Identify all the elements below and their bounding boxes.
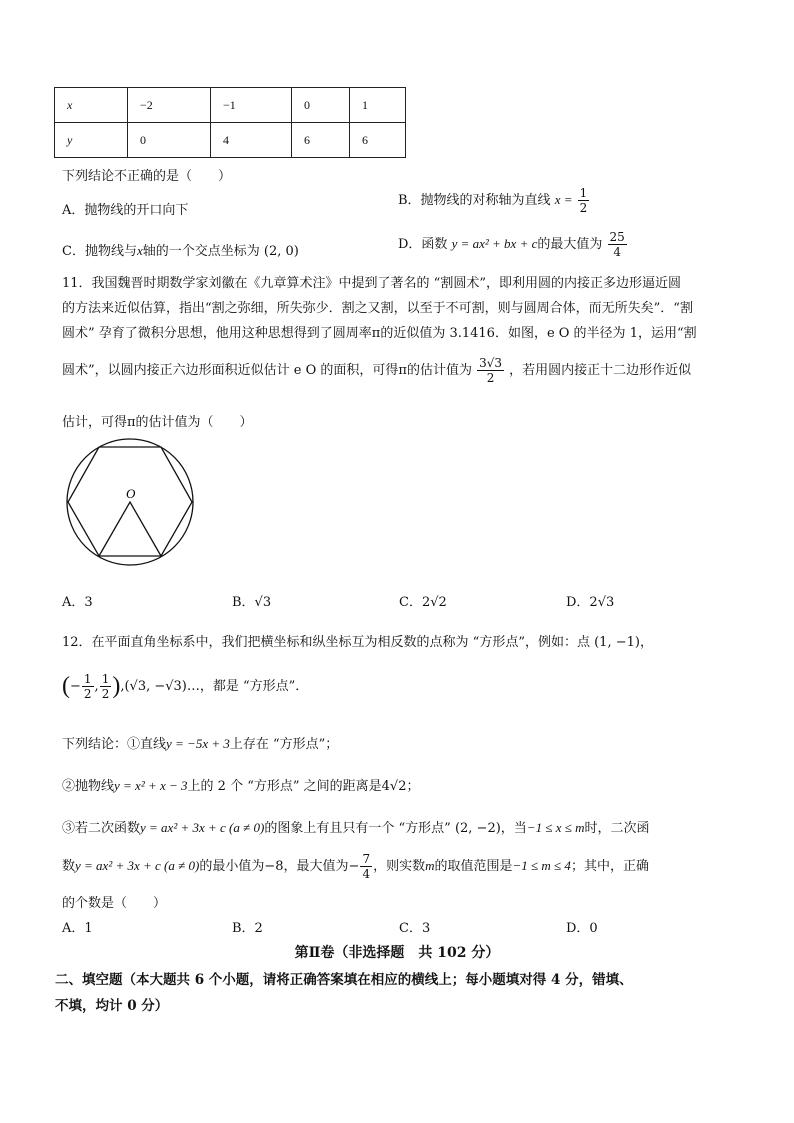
q12-line2: (− $\frac{1}{2}$ , $\frac{1}{2}$ ),(√3, −√3)…，都是 “方形点”． bbox=[62, 672, 309, 701]
q10-option-c-point: (2, 0) bbox=[263, 244, 299, 259]
triangle-radii bbox=[99, 502, 161, 556]
q12-line2-rest: ,(√3, −√3)…，都是 “方形点”． bbox=[120, 679, 309, 694]
s4-text-end: ；其中，正确 bbox=[570, 859, 649, 874]
q12-statement-3 bbox=[62, 817, 650, 836]
s3-range: −1 ≤ x ≤ m bbox=[526, 820, 585, 835]
q10-option-c bbox=[62, 240, 299, 259]
denominator: 2 bbox=[579, 201, 588, 215]
q11-line5: 估计，可得π的估计值为（ ） bbox=[62, 415, 253, 430]
q12-line1 bbox=[62, 631, 653, 650]
q12-line2-minus: − bbox=[70, 679, 81, 694]
q12-statement-2 bbox=[62, 775, 419, 794]
numerator: 25 bbox=[609, 230, 625, 244]
s4-expr: y = ax² + 3x + c (a ≠ 0) bbox=[75, 858, 200, 873]
q12-option-a: A．1 bbox=[62, 921, 93, 936]
q12-option-b: B．2 bbox=[232, 921, 263, 936]
q11-line2: 的方法来近似估算，指出“割之弥细，所失弥少．割之又割，以至于不可割，则与圆周合体，而无所失矣”．“割 bbox=[62, 301, 693, 316]
s3-text-mid: 的图象上有且只有一个 “方形点” bbox=[264, 821, 451, 836]
fraction bbox=[82, 672, 94, 701]
table-row bbox=[55, 88, 406, 123]
s2-expr: y = x² + x − 3 bbox=[114, 778, 188, 793]
s3-point: (2, −2) bbox=[454, 821, 501, 836]
q11-option-c: C．2√2 bbox=[399, 595, 447, 610]
q12-option-d: D．0 bbox=[566, 921, 598, 936]
denominator: 2 bbox=[486, 371, 495, 385]
table-cell: 6 bbox=[292, 123, 350, 158]
paren-close: ) bbox=[112, 673, 121, 699]
denominator: 2 bbox=[83, 687, 92, 701]
q10-option-b bbox=[398, 186, 590, 215]
numerator: 1 bbox=[83, 672, 92, 686]
q12-line1-end: ， bbox=[639, 635, 653, 650]
q11-line4-text: 圆术”，以圆内接正六边形面积近似估计 e O 的面积，可得π的估计值为 bbox=[62, 363, 472, 378]
q10-option-d-mid: 的最大值为 bbox=[537, 237, 603, 252]
q11-line4 bbox=[62, 356, 691, 385]
s1-text: 下列结论：①直线 bbox=[62, 737, 167, 752]
circle-hexagon-figure bbox=[62, 435, 202, 575]
table-cell: 1 bbox=[350, 88, 406, 123]
q12-count-line: 的个数是（ ） bbox=[62, 896, 167, 911]
q10-option-c-text: C．抛物线与 bbox=[62, 244, 137, 259]
table-cell: y bbox=[55, 123, 128, 158]
denominator: 4 bbox=[362, 867, 371, 881]
q12-line1-text: 12．在平面直角坐标系中，我们把横坐标和纵坐标互为相反数的点称为 “方形点”，例如：点 bbox=[62, 635, 590, 650]
q12-line1-point: (1, −1) bbox=[594, 635, 640, 650]
section-instructions-line2: 不填，均计 0 分） bbox=[55, 998, 169, 1014]
q12-option-c: C．3 bbox=[399, 921, 431, 936]
fraction bbox=[608, 230, 627, 259]
q11-option-b: B．√3 bbox=[232, 595, 272, 610]
fraction bbox=[360, 852, 372, 881]
table-cell: x bbox=[55, 88, 128, 123]
s4-var: m bbox=[425, 858, 435, 873]
q10-prompt: 下列结论不正确的是（ ） bbox=[62, 169, 232, 184]
table-row bbox=[55, 123, 406, 158]
fraction bbox=[477, 356, 504, 385]
q10-option-c-mid: 轴的一个交点坐标为 bbox=[142, 244, 260, 259]
s1-expr: y = −5x + 3 bbox=[166, 736, 230, 751]
section-title: 第Ⅱ卷（非选择题 共 102 分） bbox=[294, 945, 500, 961]
q11-option-a: A．3 bbox=[62, 595, 93, 610]
section-instructions-line1: 二、填空题（本大题共 6 个小题，请将正确答案填在相应的横线上；每小题填对得 4 分，错填、 bbox=[55, 972, 633, 988]
denominator: 2 bbox=[101, 687, 110, 701]
q12-statement-3-cont bbox=[62, 852, 649, 881]
table-cell: 6 bbox=[350, 123, 406, 158]
q11-line1: 11．我国魏晋时期数学家刘徽在《九章算术注》中提到了著名的 “割圆术”，即利用圆的内接正多边形逼近圆 bbox=[62, 276, 681, 291]
value-table bbox=[54, 87, 406, 158]
q10-option-d-expr: y = ax² + bx + c bbox=[451, 236, 538, 251]
q12-statement-1 bbox=[62, 733, 338, 752]
q10-option-d-text: D．函数 bbox=[398, 237, 448, 252]
table-cell: 4 bbox=[211, 123, 292, 158]
fraction bbox=[100, 672, 112, 701]
s1-text-end: 上存在 “方形点”； bbox=[229, 737, 339, 752]
table-cell: 0 bbox=[292, 88, 350, 123]
center-label: O bbox=[126, 486, 136, 501]
denominator: 4 bbox=[613, 245, 621, 259]
numerator: 3√3 bbox=[479, 356, 503, 370]
fraction bbox=[578, 186, 590, 215]
numerator: 1 bbox=[579, 186, 588, 200]
numerator: 7 bbox=[362, 852, 371, 866]
s4-text-mid2: ，则实数 bbox=[373, 859, 426, 874]
q11-line3: 圆术” 孕育了微积分思想，他用这种思想得到了圆周率π的近似值为 3.1416．如图，e O 的半径为 1，运用“割 bbox=[62, 326, 697, 341]
paren-open: ( bbox=[62, 673, 70, 699]
q11-line4-text-end: ，若用圆内接正十二边形作近似 bbox=[509, 363, 692, 378]
s3-expr: y = ax² + 3x + c (a ≠ 0) bbox=[140, 820, 265, 835]
table-cell: −1 bbox=[211, 88, 292, 123]
s3-text-end: 时，二次函 bbox=[584, 821, 650, 836]
q10-option-a: A．抛物线的开口向下 bbox=[62, 203, 189, 218]
s3-text: ③若二次函数 bbox=[62, 821, 141, 836]
s2-text-end: ； bbox=[406, 779, 420, 794]
s2-value: 4√2 bbox=[381, 779, 407, 794]
numerator: 1 bbox=[101, 672, 110, 686]
table-cell: 0 bbox=[128, 123, 211, 158]
s2-text-mid: 上的 2 个 “方形点” 之间的距离是 bbox=[187, 779, 382, 794]
s4-text-mid: 的最小值为−8，最大值为 bbox=[199, 859, 349, 874]
s3-text-mid2: ，当 bbox=[500, 821, 527, 836]
q11-option-d: D．2√3 bbox=[566, 595, 615, 610]
s4-minus: − bbox=[348, 859, 360, 874]
table-cell: −2 bbox=[128, 88, 211, 123]
s2-text: ②抛物线 bbox=[62, 779, 115, 794]
s4-range: −1 ≤ m ≤ 4 bbox=[512, 858, 571, 873]
q10-option-c-var: x bbox=[136, 243, 143, 258]
s4-text: 数 bbox=[62, 859, 76, 874]
q10-option-d bbox=[398, 230, 628, 259]
q10-option-b-text: B．抛物线的对称轴为直线 bbox=[398, 193, 551, 208]
q10-option-b-math: x = bbox=[554, 192, 573, 207]
s4-text-mid3: 的取值范围是 bbox=[434, 859, 513, 874]
